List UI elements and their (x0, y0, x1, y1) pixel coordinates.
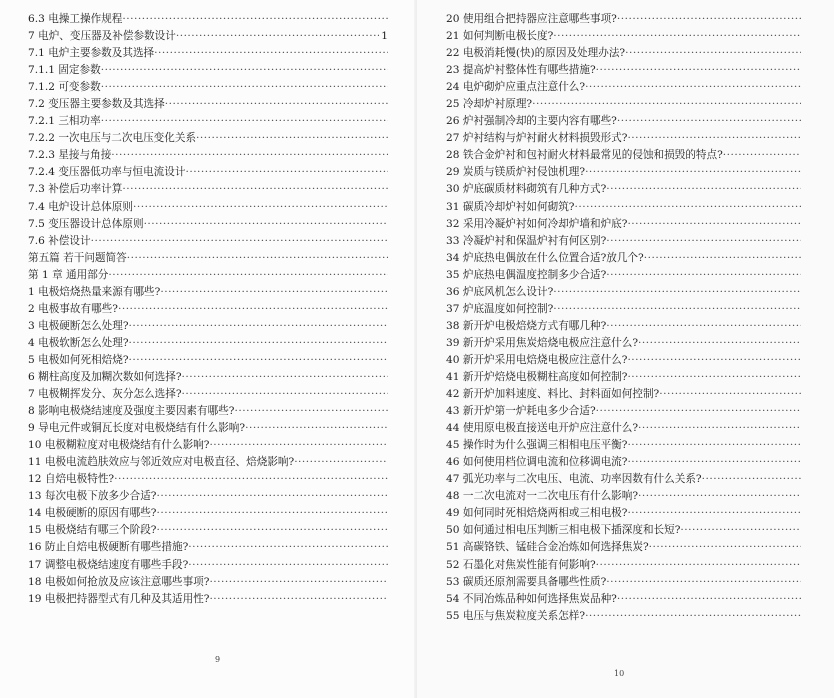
toc-entry-title: 51 高碳铬铁、锰硅合金冶炼如何选择焦炭? (446, 541, 649, 554)
toc-entry (446, 164, 801, 181)
dot-leader (91, 233, 388, 250)
toc-entry (28, 454, 388, 471)
toc-entry (28, 522, 388, 539)
toc-entry (28, 471, 388, 488)
toc-entry (446, 557, 801, 574)
toc-entry (28, 62, 388, 79)
dot-leader (606, 267, 801, 284)
dot-leader (606, 574, 801, 591)
toc-entry (28, 267, 388, 284)
dot-leader (144, 216, 388, 233)
toc-list-left (28, 11, 388, 608)
dot-leader (553, 301, 801, 318)
toc-entry (28, 130, 388, 147)
right-page (417, 0, 834, 698)
dot-leader (585, 164, 801, 181)
toc-entry-title: 31 碳质冷却炉衬如何砌筑? (446, 200, 575, 213)
toc-entry (446, 96, 801, 113)
toc-entry-title: 9 导电元件或铜瓦长度对电极烧结有什么影响? (28, 422, 246, 435)
toc-entry-title: 1 电极焙烧热量来源有哪些? (28, 285, 161, 298)
dot-leader (209, 437, 388, 454)
toc-entry-title: 7.3 补偿后功率计算 (28, 183, 123, 196)
toc-entry-title: 47 弧光功率与二次电压、电流、功率因数有什么关系? (446, 473, 702, 486)
dot-leader (133, 199, 388, 216)
toc-entry (28, 437, 388, 454)
toc-entry-title: 8 影响电极烧结速度及强度主要因素有哪些? (28, 405, 235, 418)
dot-leader (659, 386, 801, 403)
dot-leader (209, 591, 388, 608)
dot-leader (625, 45, 801, 62)
dot-leader (574, 199, 801, 216)
toc-entry-title: 7.4 电炉设计总体原则 (28, 200, 133, 213)
toc-entry-title: 7 电极糊挥发分、灰分怎么选择? (28, 388, 182, 401)
toc-entry-title: 41 新开炉焙烧电极糊柱高度如何控制? (446, 370, 628, 383)
toc-entry (28, 28, 388, 45)
dot-leader (185, 164, 388, 181)
toc-entry (28, 318, 388, 335)
dot-leader (627, 130, 801, 147)
toc-entry (446, 539, 801, 556)
toc-entry-title: 7.2 变压器主要参数及其选择 (28, 98, 165, 111)
toc-entry (28, 79, 388, 96)
dot-leader (638, 335, 801, 352)
toc-entry-title: 12 自焙电极特性? (28, 473, 115, 486)
toc-entry (446, 79, 801, 96)
toc-entry-title: 44 使用原电极直接送电开炉应注意什么? (446, 422, 639, 435)
toc-entry (28, 216, 388, 233)
dot-leader (532, 96, 801, 113)
dot-leader (156, 522, 388, 539)
toc-entry (28, 369, 388, 386)
toc-entry-title: 23 提高炉衬整体性有哪些措施? (446, 64, 596, 77)
toc-entry-title: 54 不同冶炼品种如何选择焦炭品种? (446, 592, 617, 605)
toc-entry (28, 147, 388, 164)
toc-entry (446, 147, 801, 164)
toc-entry (446, 591, 801, 608)
dot-leader (156, 488, 388, 505)
toc-entry (28, 113, 388, 130)
toc-entry (446, 199, 801, 216)
toc-entry-title: 53 碳质还原剂需要具备哪些性质? (446, 575, 607, 588)
toc-entry-title: 18 电极如何抢放及应该注意哪些事项? (28, 575, 210, 588)
toc-entry-title: 第 1 章 通用部分 (28, 268, 109, 281)
toc-entry-title: 7.2.2 一次电压与二次电压变化关系 (28, 132, 197, 145)
toc-entry-title: 3 电极硬断怎么处理? (28, 319, 129, 332)
toc-entry-title: 35 炉底热电偶温度控制多少合适? (446, 268, 607, 281)
toc-entry-title: 48 一二次电流对一二次电压有什么影响? (446, 490, 639, 503)
toc-entry-title: 37 炉底温度如何控制? (446, 302, 554, 315)
toc-entry-title: 5 电极如何死相焙烧? (28, 353, 129, 366)
dot-leader (644, 250, 801, 267)
dot-leader (101, 62, 388, 79)
toc-entry-title: 16 防止自焙电极硬断有哪些措施? (28, 541, 189, 554)
toc-entry (28, 488, 388, 505)
toc-entry-title: 7.2.1 三相功率 (28, 115, 101, 128)
toc-entry (446, 318, 801, 335)
toc-entry-title: 7.1.2 可变参数 (28, 81, 101, 94)
toc-entry-title: 7.2.4 变压器低功率与恒电流设计 (28, 166, 186, 179)
dot-leader (638, 420, 801, 437)
toc-entry-title: 29 炭质与镁质炉衬侵蚀机理? (446, 166, 586, 179)
toc-entry (446, 420, 801, 437)
toc-entry (28, 45, 388, 62)
toc-entry (446, 301, 801, 318)
toc-entry-title: 32 采用冷凝炉衬如何冷却炉墙和炉底? (446, 217, 628, 230)
toc-entry-title: 第五篇 若干问题简答 (28, 251, 127, 264)
dot-leader (209, 574, 388, 591)
toc-entry-title: 25 冷却炉衬原理? (446, 98, 533, 111)
toc-entry-title: 39 新开炉采用焦炭焙烧电极应注意什么? (446, 336, 639, 349)
toc-entry-title: 45 操作时为什么强调三相相电压平衡? (446, 439, 628, 452)
toc-list-right (446, 11, 801, 625)
toc-entry-title: 30 炉底碳质材料砌筑有几种方式? (446, 183, 607, 196)
dot-leader (156, 505, 388, 522)
toc-entry (28, 301, 388, 318)
toc-entry (446, 28, 801, 45)
toc-entry (446, 181, 801, 198)
dot-leader (101, 113, 388, 130)
dot-leader (627, 454, 801, 471)
toc-entry (446, 216, 801, 233)
dot-leader (585, 79, 801, 96)
toc-entry-title: 40 新开炉采用电焙烧电极应注意什么? (446, 353, 628, 366)
dot-leader (182, 386, 388, 403)
toc-entry (28, 164, 388, 181)
dot-leader (723, 147, 801, 164)
toc-entry-title: 6 糊柱高度及加糊次数如何选择? (28, 370, 182, 383)
dot-leader (627, 505, 801, 522)
toc-entry-title: 11 电极电流趋肤效应与邻近效应对电极直径、焙烧影响? (28, 456, 295, 469)
dot-leader (129, 318, 388, 335)
toc-entry-title: 26 炉衬强制冷却的主要内容有哪些? (446, 115, 617, 128)
toc-entry (28, 181, 388, 198)
toc-entry (28, 539, 388, 556)
dot-leader (606, 233, 801, 250)
dot-leader (114, 471, 388, 488)
dot-leader (196, 130, 388, 147)
dot-leader (627, 437, 801, 454)
toc-entry (28, 11, 388, 28)
dot-leader (165, 96, 388, 113)
dot-leader (649, 539, 801, 556)
toc-entry-title: 7 电炉、变压器及补偿参数设计 (28, 30, 176, 43)
dot-leader (176, 28, 379, 45)
dot-leader (702, 471, 801, 488)
toc-entry-title: 43 新开炉第一炉耗电多少合适? (446, 405, 596, 418)
toc-entry (446, 608, 801, 625)
toc-entry (446, 386, 801, 403)
dot-leader (160, 284, 388, 301)
toc-entry-title: 17 调整电极烧结速度有哪些手段? (28, 558, 189, 571)
toc-entry-title: 2 电极事故有哪些? (28, 302, 118, 315)
dot-leader (617, 591, 801, 608)
dot-leader (596, 557, 801, 574)
toc-entry-title: 6.3 电操工操作规程 (28, 13, 123, 25)
toc-entry-title: 33 冷凝炉衬和保温炉衬有何区别? (446, 234, 607, 247)
page-number-right: 10 (614, 669, 625, 678)
dot-leader (553, 28, 801, 45)
toc-entry-title: 22 电极消耗慢(快)的原因及处理办法? (446, 47, 626, 60)
toc-entry (28, 335, 388, 352)
toc-entry (446, 574, 801, 591)
dot-leader (234, 403, 388, 420)
page-number-left: 9 (215, 655, 221, 664)
toc-entry (446, 250, 801, 267)
toc-entry-title: 27 炉衬结构与炉衬耐火材料损毁形式? (446, 132, 628, 145)
toc-entry-title: 46 如何使用档位调电流和位移调电流? (446, 456, 628, 469)
toc-entry-title: 36 炉底风机怎么设计? (446, 285, 554, 298)
toc-entry (28, 591, 388, 608)
toc-entry-title: 49 如何同时死相焙烧两相或三相电极? (446, 507, 628, 520)
dot-leader (129, 352, 388, 369)
toc-entry-page: 1 (381, 30, 388, 43)
toc-entry (446, 352, 801, 369)
toc-entry (28, 284, 388, 301)
dot-leader (627, 352, 801, 369)
toc-entry (446, 522, 801, 539)
dot-leader (101, 79, 388, 96)
dot-leader (627, 216, 801, 233)
dot-leader (617, 11, 801, 28)
toc-entry (446, 437, 801, 454)
toc-entry-title: 20 使用组合把持器应注意哪些事项? (446, 13, 617, 25)
toc-entry-title: 14 电极硬断的原因有哪些? (28, 507, 157, 520)
toc-entry-title: 7.1 电炉主要参数及其选择 (28, 47, 155, 60)
dot-leader (596, 62, 801, 79)
toc-entry (446, 488, 801, 505)
toc-entry (446, 505, 801, 522)
toc-entry (446, 11, 801, 28)
toc-entry (28, 574, 388, 591)
dot-leader (118, 301, 388, 318)
toc-entry-title: 19 电极把持器型式有几种及其适用性? (28, 592, 210, 605)
toc-entry (446, 454, 801, 471)
toc-entry (446, 267, 801, 284)
dot-leader (596, 403, 801, 420)
toc-entry-title: 7.5 变压器设计总体原则 (28, 217, 144, 230)
toc-entry (28, 199, 388, 216)
toc-entry (28, 96, 388, 113)
toc-entry (28, 420, 388, 437)
toc-entry (28, 352, 388, 369)
toc-entry (446, 335, 801, 352)
dot-leader (553, 284, 801, 301)
dot-leader (127, 250, 388, 267)
toc-entry (446, 62, 801, 79)
toc-entry (446, 113, 801, 130)
toc-entry (28, 557, 388, 574)
toc-entry-title: 24 电炉砌炉应重点注意什么? (446, 81, 586, 94)
toc-entry (28, 386, 388, 403)
toc-entry (446, 45, 801, 62)
dot-leader (627, 369, 801, 386)
dot-leader (122, 11, 388, 28)
dot-leader (188, 557, 388, 574)
toc-entry-title: 55 电压与焦炭粒度关系怎样? (446, 609, 586, 622)
dot-leader (294, 454, 388, 471)
toc-entry (446, 471, 801, 488)
dot-leader (182, 369, 388, 386)
toc-entry-title: 13 每次电极下放多少合适? (28, 490, 157, 503)
toc-entry (28, 505, 388, 522)
toc-entry (446, 233, 801, 250)
dot-leader (585, 608, 801, 625)
toc-entry (28, 403, 388, 420)
dot-leader (606, 318, 801, 335)
toc-entry (446, 369, 801, 386)
dot-leader (680, 522, 801, 539)
dot-leader (638, 488, 801, 505)
dot-leader (617, 113, 801, 130)
dot-leader (245, 420, 388, 437)
toc-entry (28, 250, 388, 267)
dot-leader (188, 539, 388, 556)
toc-entry-title: 21 如何判断电极长度? (446, 30, 554, 43)
toc-entry (446, 403, 801, 420)
toc-entry (446, 284, 801, 301)
toc-entry-title: 38 新开炉电极焙烧方式有哪几种? (446, 319, 607, 332)
toc-entry-title: 7.1.1 固定参数 (28, 64, 101, 77)
toc-entry-title: 15 电极烧结有哪三个阶段? (28, 524, 157, 537)
toc-entry-title: 4 电极软断怎么处理? (28, 336, 129, 349)
toc-entry-title: 28 铁合金炉衬和包衬耐火材料最常见的侵蚀和损毁的特点? (446, 149, 723, 162)
toc-entry (446, 130, 801, 147)
toc-entry-title: 42 新开炉加料速度、料比、封料面如何控制? (446, 388, 660, 401)
toc-entry-title: 7.2.3 星接与角接 (28, 149, 112, 162)
toc-entry (28, 233, 388, 250)
dot-leader (129, 335, 388, 352)
dot-leader (108, 267, 388, 284)
dot-leader (122, 181, 388, 198)
toc-entry-title: 52 石墨化对焦炭性能有何影响? (446, 558, 596, 571)
toc-entry-title: 10 电极糊粒度对电极烧结有什么影响? (28, 439, 210, 452)
toc-entry-title: 7.6 补偿设计 (28, 234, 91, 247)
toc-entry-title: 50 如何通过相电压判断三相电极下插深度和长短? (446, 524, 681, 537)
toc-entry-title: 34 炉底热电偶放在什么位置合适?放几个? (446, 251, 644, 264)
dot-leader (154, 45, 388, 62)
dot-leader (606, 181, 801, 198)
dot-leader (111, 147, 388, 164)
